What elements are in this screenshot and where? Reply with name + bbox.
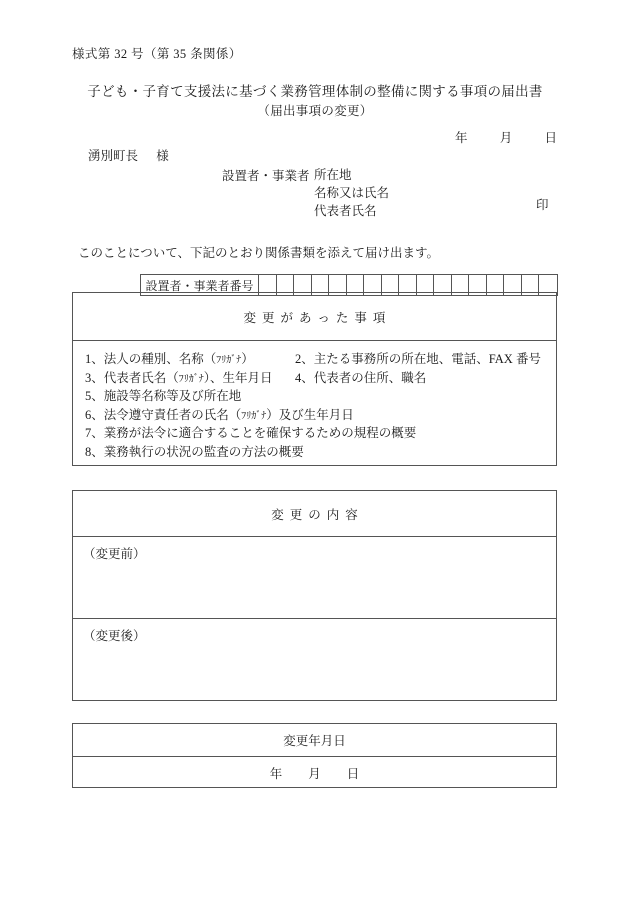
changed-item-row: [73, 387, 556, 406]
change-content-table: [72, 490, 557, 701]
change-date-value-row[interactable]: [73, 757, 556, 789]
change-content-after-cell[interactable]: [73, 619, 556, 701]
changed-item-label: 6、法令遵守責任者の氏名（ﾌﾘｶﾞﾅ）及び生年月日: [85, 407, 354, 422]
document-title: 子ども・子育て支援法に基づく業務管理体制の整備に関する事項の届出書: [87, 84, 543, 99]
submitter-label: 設置者・事業者: [222, 169, 310, 183]
submission-date-line: [455, 128, 557, 146]
submission-date-year: 年: [455, 131, 468, 145]
submission-date-month: 月: [499, 131, 513, 145]
changed-item-row: [73, 369, 556, 388]
submitter-fields: [314, 166, 389, 220]
changed-items-list: [73, 341, 556, 462]
change-content-after-label: （変更後）: [83, 629, 146, 643]
change-date-heading: 変更年月日: [73, 724, 556, 757]
submitter-field-representative: 代表者氏名: [314, 204, 377, 218]
form-number: 様式第 32 号（第 35 条関係）: [72, 47, 242, 61]
seal-mark: 印: [536, 198, 549, 212]
change-date-day: 日: [346, 767, 360, 781]
intro-text: このことについて、下記のとおり関係書類を添えて届け出ます。: [78, 246, 440, 260]
changed-item-row: [73, 424, 556, 443]
addressee-name: 湧別町長: [88, 149, 139, 163]
changed-item-label: 4、代表者の住所、職名: [295, 370, 427, 385]
changed-item-row: [73, 406, 556, 425]
change-content-before-label: （変更前）: [83, 547, 146, 561]
changed-item-label: 1、法人の種別、名称（ﾌﾘｶﾞﾅ）: [85, 352, 254, 366]
changed-item-label: 2、主たる事務所の所在地、電話、FAX 番号: [295, 352, 541, 366]
changed-items-heading: 変更があった事項: [73, 293, 556, 341]
change-content-before-cell[interactable]: [73, 537, 556, 619]
document-subtitle: （届出事項の変更）: [257, 104, 373, 118]
submitter-field-address: 所在地: [314, 168, 352, 182]
changed-item-label: 3、代表者氏名（ﾌﾘｶﾞﾅ）、生年月日: [85, 370, 273, 385]
changed-item-label: 5、施設等名称等及び所在地: [85, 389, 242, 404]
changed-item-row: [73, 350, 556, 369]
changed-item-label: 8、業務執行の状況の監査の方法の概要: [85, 444, 304, 459]
addressee: [88, 146, 169, 164]
business-number-label: 設置者・事業者番号: [141, 275, 259, 295]
change-date-year: 年: [269, 767, 283, 781]
submission-date-day: 日: [544, 131, 558, 145]
submitter-field-name: 名称又は氏名: [314, 186, 390, 200]
changed-items-table: [72, 292, 557, 466]
change-date-table: [72, 723, 557, 788]
changed-item-label: 7、業務が法令に適合することを確保するための規程の概要: [85, 426, 417, 441]
addressee-honorific: 様: [156, 149, 169, 163]
change-date-month: 月: [308, 767, 321, 781]
changed-item-row: [73, 443, 556, 462]
change-content-heading: 変更の内容: [73, 491, 556, 537]
